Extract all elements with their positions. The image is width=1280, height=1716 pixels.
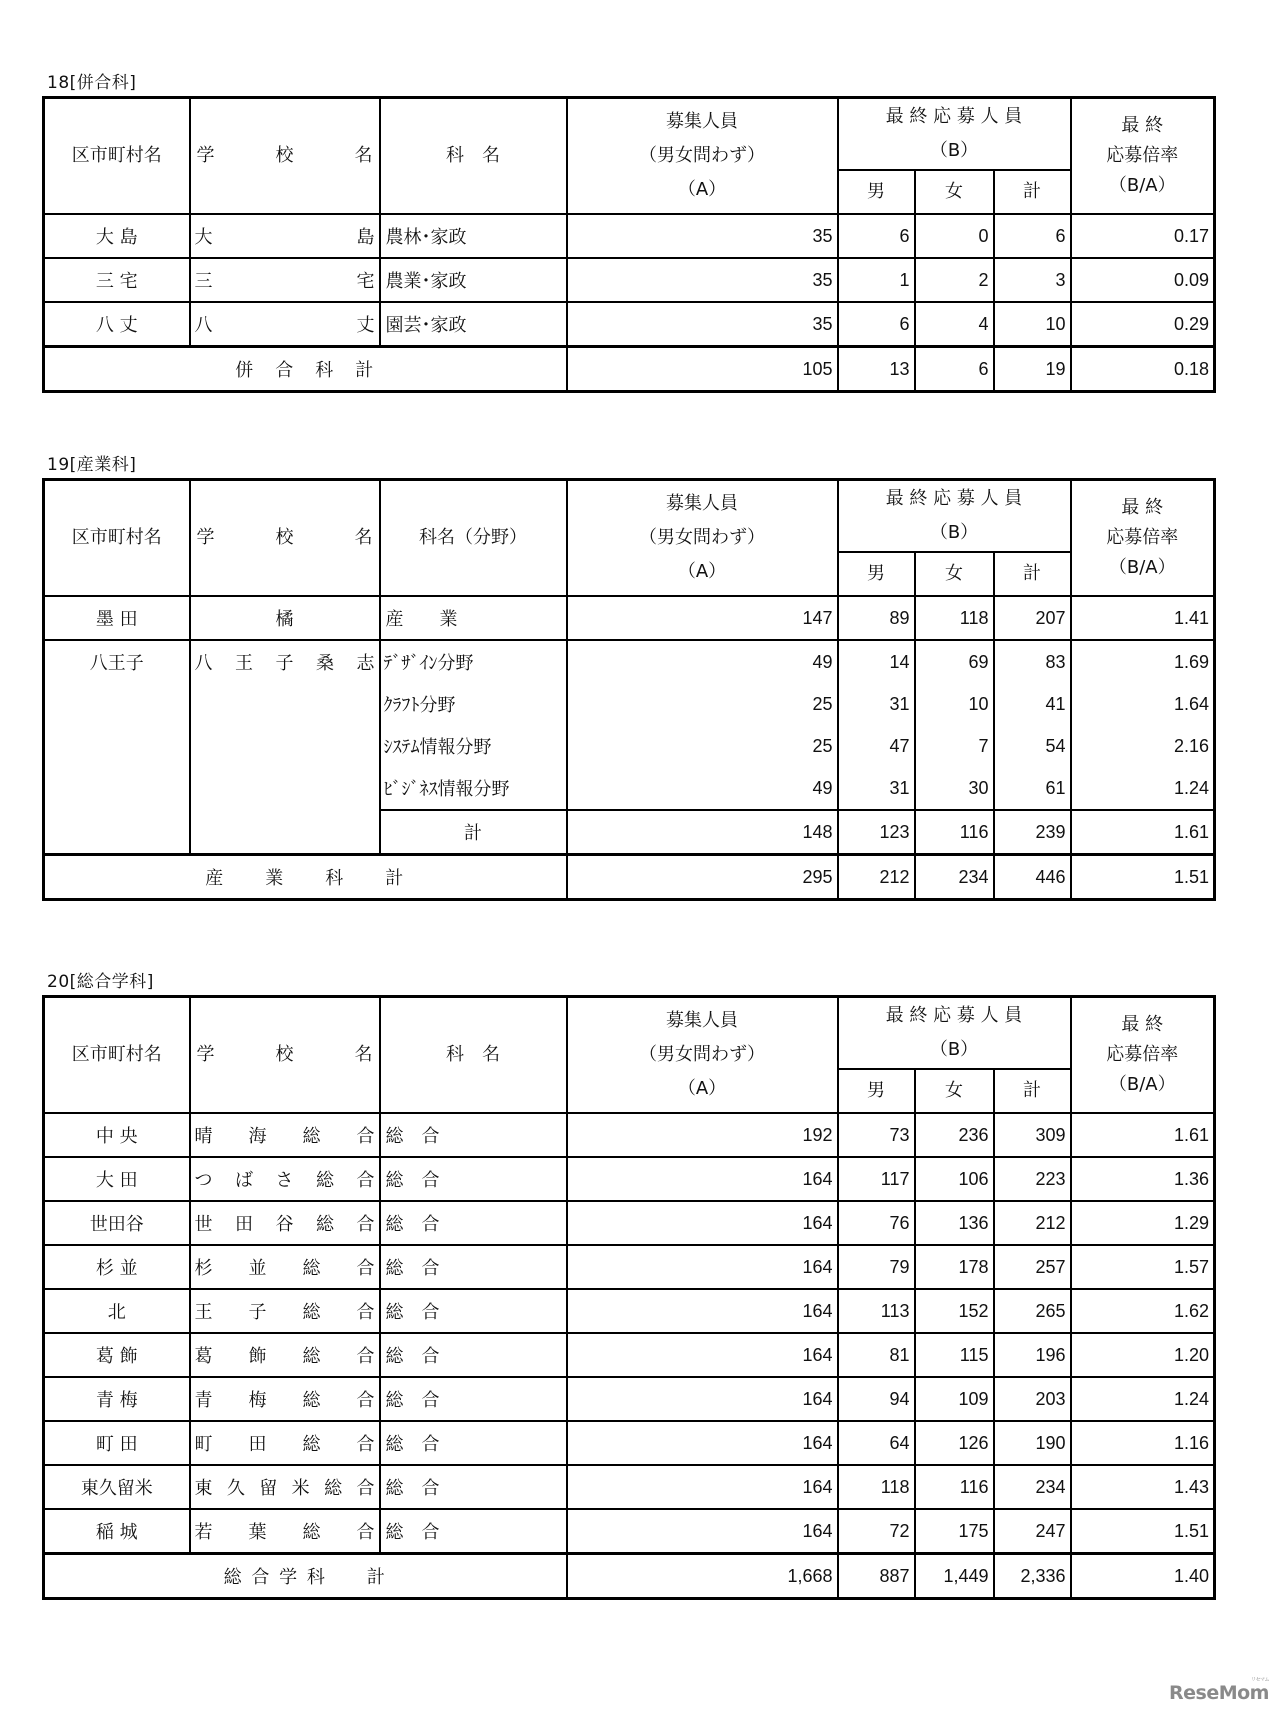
table-row bbox=[44, 596, 1215, 640]
total-cell: 54 bbox=[994, 725, 1071, 767]
section-table bbox=[42, 995, 1216, 1600]
table-row bbox=[44, 1157, 1215, 1201]
female-cell: 1,449 bbox=[915, 1554, 994, 1599]
header-capacity: 募集人員 （男女問わず） （A） bbox=[567, 997, 838, 1114]
male-cell: 123 bbox=[838, 810, 915, 855]
school-cell bbox=[190, 1509, 380, 1554]
resemom-watermark-logo: ReseMom リセマム bbox=[1169, 1677, 1269, 1704]
female-cell: 178 bbox=[915, 1245, 994, 1289]
district-cell: 大 島 bbox=[44, 214, 190, 258]
capacity-cell: 164 bbox=[567, 1509, 838, 1554]
total-cell: 234 bbox=[994, 1465, 1071, 1509]
female-cell: 118 bbox=[915, 596, 994, 640]
female-cell: 175 bbox=[915, 1509, 994, 1554]
male-cell: 81 bbox=[838, 1333, 915, 1377]
total-cell: 196 bbox=[994, 1333, 1071, 1377]
district-cell: 世田谷 bbox=[44, 1201, 190, 1245]
header-row-top bbox=[44, 480, 1215, 553]
course-cell: 農林･家政 bbox=[380, 214, 567, 258]
ratio-cell: 1.62 bbox=[1071, 1289, 1215, 1333]
ratio-cell: 1.64 bbox=[1071, 683, 1215, 725]
total-cell: 446 bbox=[994, 855, 1071, 900]
course-cell: 総 合 bbox=[380, 1421, 567, 1465]
school-name-spread: 大 島 bbox=[194, 227, 375, 248]
school-name-spread: 青 梅 総 合 bbox=[194, 1390, 375, 1411]
course-cell: 総 合 bbox=[380, 1509, 567, 1554]
header-course: 科 名 bbox=[380, 997, 567, 1114]
male-cell: 6 bbox=[838, 214, 915, 258]
ratio-cell: 1.24 bbox=[1071, 767, 1215, 810]
female-cell: 7 bbox=[915, 725, 994, 767]
table-row bbox=[44, 1289, 1215, 1333]
ratio-cell: 0.18 bbox=[1071, 347, 1215, 392]
header-district: 区市町村名 bbox=[44, 480, 190, 597]
school-cell bbox=[190, 1201, 380, 1245]
ratio-cell: 1.20 bbox=[1071, 1333, 1215, 1377]
total-cell: 309 bbox=[994, 1113, 1071, 1157]
male-cell: 14 bbox=[838, 640, 915, 683]
capacity-cell: 164 bbox=[567, 1289, 838, 1333]
school-cell bbox=[190, 1377, 380, 1421]
header-applicants: 最 終 応 募 人 員 （B） bbox=[838, 480, 1071, 553]
capacity-cell: 1,668 bbox=[567, 1554, 838, 1599]
school-cell bbox=[190, 1465, 380, 1509]
section-total-label: 総 合 学 科 計 bbox=[44, 1554, 567, 1599]
school-cell bbox=[190, 1113, 380, 1157]
header-total: 計 bbox=[994, 1069, 1071, 1113]
district-cell: 青 梅 bbox=[44, 1377, 190, 1421]
section-total-label: 産 業 科 計 bbox=[44, 855, 567, 900]
total-cell: 239 bbox=[994, 810, 1071, 855]
total-cell: 223 bbox=[994, 1157, 1071, 1201]
school-name-spread: 八 王 子 桑 志 bbox=[194, 653, 375, 674]
section-title: 20[総合学科] bbox=[47, 972, 154, 992]
header-total: 計 bbox=[994, 170, 1071, 214]
capacity-cell: 164 bbox=[567, 1421, 838, 1465]
capacity-cell: 35 bbox=[567, 258, 838, 302]
capacity-cell: 25 bbox=[567, 725, 838, 767]
female-cell: 4 bbox=[915, 302, 994, 347]
table-row bbox=[44, 1113, 1215, 1157]
school-name-spread: 町 田 総 合 bbox=[194, 1434, 375, 1455]
school-name-spread: 東 久 留 米 総 合 bbox=[194, 1478, 375, 1499]
course-cell: 園芸･家政 bbox=[380, 302, 567, 347]
header-female: 女 bbox=[915, 170, 994, 214]
table-row bbox=[44, 1377, 1215, 1421]
ratio-cell: 1.51 bbox=[1071, 1509, 1215, 1554]
district-cell: 東久留米 bbox=[44, 1465, 190, 1509]
header-ratio: 最 終 応募倍率 （B/A） bbox=[1071, 480, 1215, 597]
male-cell: 118 bbox=[838, 1465, 915, 1509]
course-cell: 総 合 bbox=[380, 1333, 567, 1377]
capacity-cell: 147 bbox=[567, 596, 838, 640]
male-cell: 31 bbox=[838, 767, 915, 810]
capacity-cell: 164 bbox=[567, 1465, 838, 1509]
header-female: 女 bbox=[915, 552, 994, 596]
table-row bbox=[44, 1421, 1215, 1465]
district-cell: 大 田 bbox=[44, 1157, 190, 1201]
ratio-cell: 1.61 bbox=[1071, 810, 1215, 855]
header-school: 学 校 名 bbox=[190, 997, 380, 1114]
school-name-spread: 八 丈 bbox=[194, 315, 375, 336]
male-cell: 76 bbox=[838, 1201, 915, 1245]
capacity-cell: 49 bbox=[567, 640, 838, 683]
female-cell: 115 bbox=[915, 1333, 994, 1377]
course-field-cell: ﾋﾞｼﾞﾈｽ情報分野 bbox=[380, 767, 567, 810]
total-cell: 41 bbox=[994, 683, 1071, 725]
table-row bbox=[44, 1509, 1215, 1554]
watermark-ruby: リセマム bbox=[1251, 1677, 1269, 1683]
district-cell: 墨 田 bbox=[44, 596, 190, 640]
total-cell: 265 bbox=[994, 1289, 1071, 1333]
capacity-cell: 35 bbox=[567, 302, 838, 347]
district-cell: 稲 城 bbox=[44, 1509, 190, 1554]
school-name-spread: 三 宅 bbox=[194, 271, 375, 292]
female-cell: 152 bbox=[915, 1289, 994, 1333]
ratio-cell: 1.16 bbox=[1071, 1421, 1215, 1465]
ratio-cell: 1.41 bbox=[1071, 596, 1215, 640]
course-cell: 総 合 bbox=[380, 1465, 567, 1509]
total-cell: 247 bbox=[994, 1509, 1071, 1554]
header-ratio: 最 終 応募倍率 （B/A） bbox=[1071, 98, 1215, 215]
header-row-top bbox=[44, 98, 1215, 171]
course-cell: 総 合 bbox=[380, 1157, 567, 1201]
total-cell: 257 bbox=[994, 1245, 1071, 1289]
capacity-cell: 192 bbox=[567, 1113, 838, 1157]
female-cell: 109 bbox=[915, 1377, 994, 1421]
section-total-row bbox=[44, 855, 1215, 900]
total-cell: 10 bbox=[994, 302, 1071, 347]
header-male: 男 bbox=[838, 552, 915, 596]
female-cell: 30 bbox=[915, 767, 994, 810]
ratio-cell: 2.16 bbox=[1071, 725, 1215, 767]
district-cell: 町 田 bbox=[44, 1421, 190, 1465]
female-cell: 116 bbox=[915, 1465, 994, 1509]
course-cell: 総 合 bbox=[380, 1377, 567, 1421]
capacity-cell: 164 bbox=[567, 1245, 838, 1289]
header-school: 学 校 名 bbox=[190, 480, 380, 597]
header-course: 科名（分野） bbox=[380, 480, 567, 597]
subtotal-label: 計 bbox=[380, 810, 567, 855]
field-row bbox=[44, 640, 1215, 683]
school-cell bbox=[190, 1333, 380, 1377]
ratio-cell: 1.57 bbox=[1071, 1245, 1215, 1289]
total-cell: 83 bbox=[994, 640, 1071, 683]
header-total: 計 bbox=[994, 552, 1071, 596]
district-cell: 北 bbox=[44, 1289, 190, 1333]
male-cell: 887 bbox=[838, 1554, 915, 1599]
section-table bbox=[42, 96, 1216, 393]
ratio-cell: 1.29 bbox=[1071, 1201, 1215, 1245]
header-male: 男 bbox=[838, 1069, 915, 1113]
school-cell: 橘 bbox=[190, 596, 380, 640]
capacity-cell: 164 bbox=[567, 1333, 838, 1377]
table-row bbox=[44, 1333, 1215, 1377]
capacity-cell: 148 bbox=[567, 810, 838, 855]
ratio-cell: 1.51 bbox=[1071, 855, 1215, 900]
male-cell: 89 bbox=[838, 596, 915, 640]
header-ratio: 最 終 応募倍率 （B/A） bbox=[1071, 997, 1215, 1114]
header-district: 区市町村名 bbox=[44, 997, 190, 1114]
total-cell: 19 bbox=[994, 347, 1071, 392]
capacity-cell: 105 bbox=[567, 347, 838, 392]
female-cell: 126 bbox=[915, 1421, 994, 1465]
female-cell: 234 bbox=[915, 855, 994, 900]
school-name-spread: 若 葉 総 合 bbox=[194, 1522, 375, 1543]
section-total-row bbox=[44, 347, 1215, 392]
district-cell: 三 宅 bbox=[44, 258, 190, 302]
school-name-spread: つ ば さ 総 合 bbox=[194, 1170, 375, 1191]
female-cell: 10 bbox=[915, 683, 994, 725]
male-cell: 6 bbox=[838, 302, 915, 347]
female-cell: 6 bbox=[915, 347, 994, 392]
course-field-cell: ﾃﾞｻﾞｲﾝ分野 bbox=[380, 640, 567, 683]
capacity-cell: 49 bbox=[567, 767, 838, 810]
course-cell: 産 業 bbox=[380, 596, 567, 640]
ratio-cell: 0.09 bbox=[1071, 258, 1215, 302]
table-row bbox=[44, 258, 1215, 302]
total-cell: 3 bbox=[994, 258, 1071, 302]
section-table bbox=[42, 478, 1216, 901]
course-cell: 総 合 bbox=[380, 1289, 567, 1333]
district-cell: 中 央 bbox=[44, 1113, 190, 1157]
district-cell: 八 丈 bbox=[44, 302, 190, 347]
school-name-spread: 王 子 総 合 bbox=[194, 1302, 375, 1323]
school-cell bbox=[190, 1245, 380, 1289]
male-cell: 117 bbox=[838, 1157, 915, 1201]
total-cell: 6 bbox=[994, 214, 1071, 258]
female-cell: 106 bbox=[915, 1157, 994, 1201]
ratio-cell: 1.40 bbox=[1071, 1554, 1215, 1599]
male-cell: 47 bbox=[838, 725, 915, 767]
header-applicants: 最 終 応 募 人 員 （B） bbox=[838, 98, 1071, 171]
total-cell: 203 bbox=[994, 1377, 1071, 1421]
header-female: 女 bbox=[915, 1069, 994, 1113]
total-cell: 61 bbox=[994, 767, 1071, 810]
school-name-spread: 世 田 谷 総 合 bbox=[194, 1214, 375, 1235]
school-cell bbox=[190, 258, 380, 302]
total-cell: 212 bbox=[994, 1201, 1071, 1245]
capacity-cell: 25 bbox=[567, 683, 838, 725]
ratio-cell: 1.36 bbox=[1071, 1157, 1215, 1201]
header-applicants: 最 終 応 募 人 員 （B） bbox=[838, 997, 1071, 1070]
course-cell: 総 合 bbox=[380, 1245, 567, 1289]
male-cell: 72 bbox=[838, 1509, 915, 1554]
header-school: 学 校 名 bbox=[190, 98, 380, 215]
capacity-cell: 164 bbox=[567, 1157, 838, 1201]
total-cell: 207 bbox=[994, 596, 1071, 640]
course-cell: 総 合 bbox=[380, 1113, 567, 1157]
header-district: 区市町村名 bbox=[44, 98, 190, 215]
male-cell: 31 bbox=[838, 683, 915, 725]
female-cell: 69 bbox=[915, 640, 994, 683]
male-cell: 94 bbox=[838, 1377, 915, 1421]
male-cell: 13 bbox=[838, 347, 915, 392]
header-row-top bbox=[44, 997, 1215, 1070]
total-cell: 190 bbox=[994, 1421, 1071, 1465]
male-cell: 1 bbox=[838, 258, 915, 302]
female-cell: 0 bbox=[915, 214, 994, 258]
school-cell bbox=[190, 1289, 380, 1333]
district-cell: 杉 並 bbox=[44, 1245, 190, 1289]
table-row bbox=[44, 1201, 1215, 1245]
header-male: 男 bbox=[838, 170, 915, 214]
school-name-spread: 杉 並 総 合 bbox=[194, 1258, 375, 1279]
male-cell: 212 bbox=[838, 855, 915, 900]
female-cell: 2 bbox=[915, 258, 994, 302]
capacity-cell: 35 bbox=[567, 214, 838, 258]
ratio-cell: 1.69 bbox=[1071, 640, 1215, 683]
school-cell bbox=[190, 1157, 380, 1201]
female-cell: 116 bbox=[915, 810, 994, 855]
table-row bbox=[44, 1245, 1215, 1289]
school-cell bbox=[190, 640, 380, 855]
ratio-cell: 1.43 bbox=[1071, 1465, 1215, 1509]
section-total-row bbox=[44, 1554, 1215, 1599]
district-cell: 八王子 bbox=[44, 640, 190, 855]
table-row bbox=[44, 302, 1215, 347]
ratio-cell: 1.61 bbox=[1071, 1113, 1215, 1157]
header-course: 科 名 bbox=[380, 98, 567, 215]
school-cell bbox=[190, 214, 380, 258]
capacity-cell: 164 bbox=[567, 1377, 838, 1421]
section-total-label: 併 合 科 計 bbox=[44, 347, 567, 392]
section-title: 18[併合科] bbox=[47, 73, 137, 93]
capacity-cell: 164 bbox=[567, 1201, 838, 1245]
district-cell: 葛 飾 bbox=[44, 1333, 190, 1377]
course-cell: 総 合 bbox=[380, 1201, 567, 1245]
course-field-cell: ｸﾗﾌﾄ分野 bbox=[380, 683, 567, 725]
female-cell: 236 bbox=[915, 1113, 994, 1157]
capacity-cell: 295 bbox=[567, 855, 838, 900]
male-cell: 113 bbox=[838, 1289, 915, 1333]
male-cell: 73 bbox=[838, 1113, 915, 1157]
school-name-spread: 晴 海 総 合 bbox=[194, 1126, 375, 1147]
course-cell: 農業･家政 bbox=[380, 258, 567, 302]
section-title: 19[産業科] bbox=[47, 455, 137, 475]
ratio-cell: 0.17 bbox=[1071, 214, 1215, 258]
course-field-cell: ｼｽﾃﾑ情報分野 bbox=[380, 725, 567, 767]
school-cell bbox=[190, 302, 380, 347]
table-row bbox=[44, 1465, 1215, 1509]
total-cell: 2,336 bbox=[994, 1554, 1071, 1599]
male-cell: 64 bbox=[838, 1421, 915, 1465]
header-capacity: 募集人員 （男女問わず） （A） bbox=[567, 98, 838, 215]
header-capacity: 募集人員 （男女問わず） （A） bbox=[567, 480, 838, 597]
school-name-spread: 葛 飾 総 合 bbox=[194, 1346, 375, 1367]
table-row bbox=[44, 214, 1215, 258]
ratio-cell: 1.24 bbox=[1071, 1377, 1215, 1421]
ratio-cell: 0.29 bbox=[1071, 302, 1215, 347]
male-cell: 79 bbox=[838, 1245, 915, 1289]
school-cell bbox=[190, 1421, 380, 1465]
female-cell: 136 bbox=[915, 1201, 994, 1245]
